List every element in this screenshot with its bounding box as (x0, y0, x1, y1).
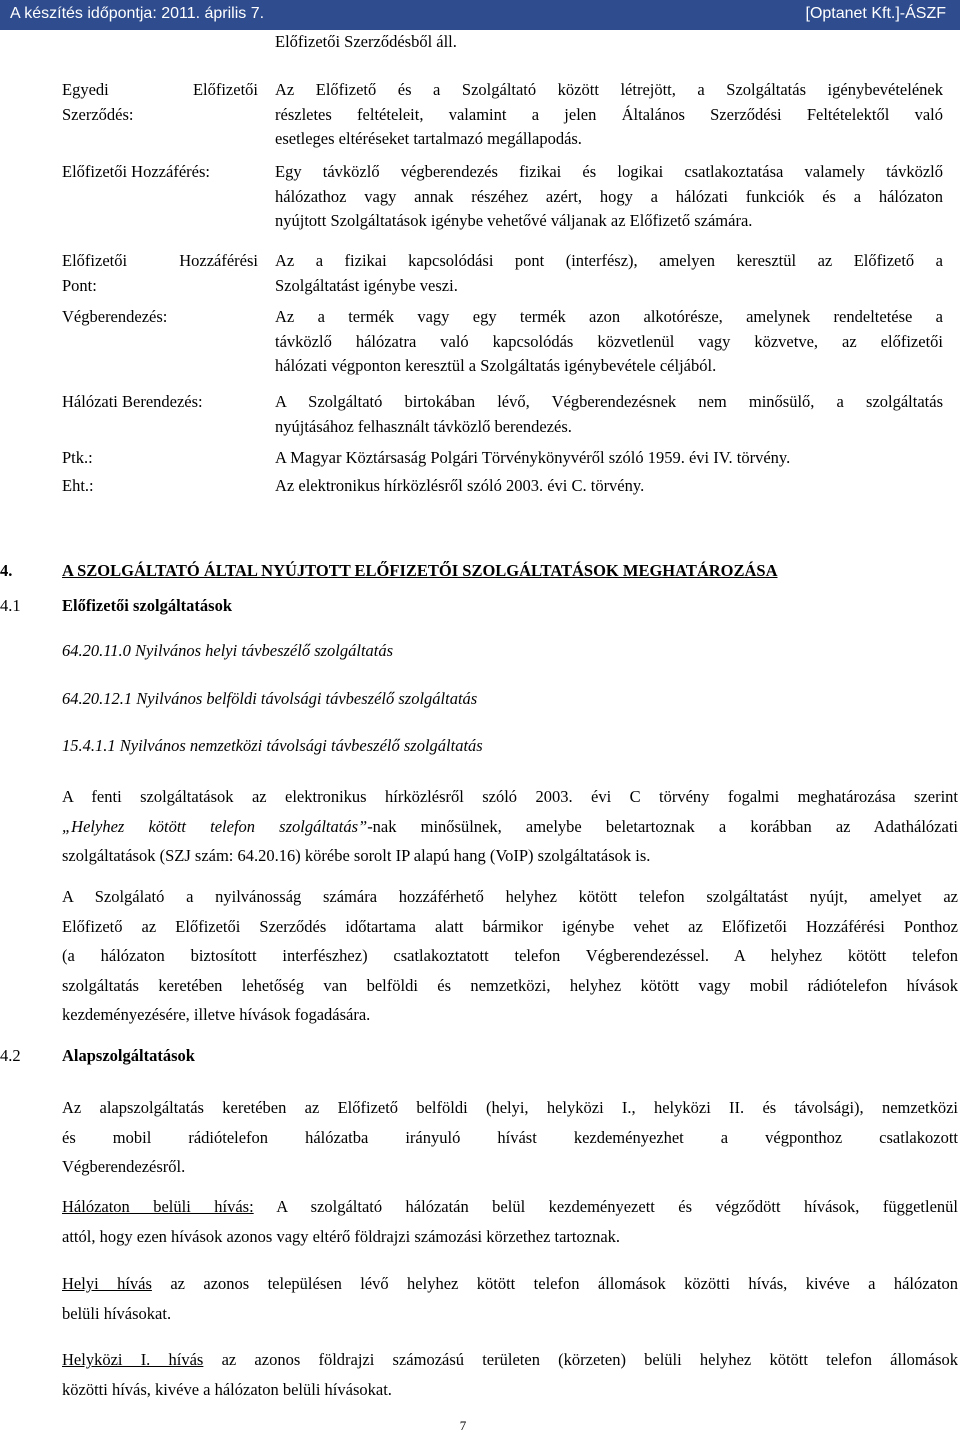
creation-date: A készítés időpontja: 2011. április 7. (10, 5, 265, 22)
definition-text: Az a termék vagy egy termék azon alkotórésze, amelynek rendeltetése a távközlő hálózatra való kapcsolódás közvetlenül vagy közvetve, az előfizetői hálózati végponton keresztül a Szolgáltatás igénybevétele céljából. (275, 307, 943, 375)
paragraph-intercity-call: Helyközi I. hívás az azonos földrajzi számozású területen (körzeten) belüli helyhez kötött telefon állomások közötti hívás, kivéve a hálózaton belüli hívásokat. (62, 1350, 958, 1399)
term-helyi-hivas: Helyi hívás (62, 1274, 152, 1293)
section-number: 4.1 (0, 596, 21, 615)
section-number: 4.2 (0, 1046, 21, 1065)
term-halozaton-beluli: Hálózaton belüli hívás: (62, 1197, 254, 1216)
service-item: 64.20.12.1 Nyilvános belföldi távolsági távbeszélő szolgáltatás (62, 689, 478, 708)
definition-term: Végberendezés: (62, 307, 168, 326)
paragraph-service-description: A Szolgálató a nyilvánosság számára hozzáférhető helyhez kötött telefon szolgáltatást nyújt, amelyet az Előfizető az Előfizetői Szerződés időtartama alatt bármikor igénybe vehet az Előfizetői Hozzáférési Ponthoz (a hálózaton biztosított interfészhez) csatlakoztatott telefon Végberendezéssel. A helyhez kötött telefon szolgáltatás keretében lehetőség van belföldi és nemzetközi, helyhez kötött vagy mobil rádiótelefon hívások kezdeményezésére, illetve hívások fogadására. (62, 887, 958, 1024)
company-tag: [Optanet Kft.]-ÁSZF (805, 5, 946, 22)
definition-term: Előfizetői Hozzáférés: (62, 162, 210, 181)
definition-term: Hálózati Berendezés: (62, 392, 203, 411)
term-helykozi-hivas: Helyközi I. hívás (62, 1350, 204, 1369)
definition-term: Egyedi Előfizetői Szerződés: (62, 80, 258, 124)
section-title: Alapszolgáltatások (62, 1046, 195, 1065)
section-title: Előfizetői szolgáltatások (62, 596, 233, 615)
definition-term: Ptk.: (62, 448, 93, 467)
section-title: A SZOLGÁLTATÓ ÁLTAL NYÚJTOTT ELŐFIZETŐI SZOLGÁLTATÁSOK MEGHATÁROZÁSA (62, 561, 778, 580)
definition-text: Egy távközlő végberendezés fizikai és logikai csatlakoztatása valamely távközlő hálózathoz vagy annak részéhez azért, hogy a hálózati funkciók és a hálózaton nyújtott Szolgáltatások igénybe vehetővé váljanak az Előfizető számára. (275, 162, 943, 230)
paragraph-network-internal-call: Hálózaton belüli hívás: A szolgáltató hálózatán belül kezdeményezett és végződött hívások, függetlenül attól, hogy ezen hívások azonos vagy eltérő földrajzi számozási körzethez tartoznak. (62, 1197, 959, 1246)
definition-text: Az Előfizető és a Szolgáltató között létrejött, a Szolgáltatás igénybevételének részletes feltételeit, valamint a jelen Általános Szerződési Feltételektől való esetleges eltéréseket tartalmazó megállapodás. (275, 80, 943, 148)
definition-term: Előfizetői Hozzáférési Pont: (62, 251, 258, 295)
definition-term: Eht.: (62, 476, 94, 495)
definition-text: A Magyar Köztársaság Polgári Törvénykönyvéről szóló 1959. évi IV. törvény. (275, 448, 791, 467)
paragraph-local-call: Helyi hívás az azonos településen lévő helyhez kötött telefon állomások közötti hívás, kivéve a hálózaton belüli hívásokat. (62, 1274, 958, 1323)
document-header (0, 0, 960, 30)
definition-text: A Szolgáltató birtokában lévő, Végberendezésnek nem minősülő, a szolgáltatás nyújtásához felhasznált távközlő berendezés. (275, 392, 943, 436)
service-item: 15.4.1.1 Nyilvános nemzetközi távolsági távbeszélő szolgáltatás (62, 736, 483, 755)
definition-continuation: Előfizetői Szerződésből áll. (275, 32, 457, 51)
definition-text: Az a fizikai kapcsolódási pont (interfész), amelyen keresztül az Előfizető a Szolgáltatást igénybe veszi. (275, 251, 943, 295)
service-item: 64.20.11.0 Nyilvános helyi távbeszélő szolgáltatás (62, 641, 394, 660)
paragraph-services-definition: A fenti szolgáltatások az elektronikus hírközlésről szóló 2003. évi C törvény fogalmi meghatározása szerint „Helyhez kötött telefon szolgáltatás”-nak minősülnek, amelybe beletartoznak a korábban az Adathálózati szolgáltatások (SZJ szám: 64.20.16) körébe sorolt IP alapú hang (VoIP) szolgáltatások is. (62, 787, 958, 865)
definition-text: Az elektronikus hírközlésről szóló 2003. évi C. törvény. (275, 476, 645, 495)
page-number: 7 (459, 1418, 467, 1433)
paragraph-basic-services: Az alapszolgáltatás keretében az Előfizető belföldi (helyi, helyközi I., helyközi II. és távolsági), nemzetközi és mobil rádiótelefon hálózatba irányuló hívást kezdeményezhet a végponthoz csatlakozott Végberendezésről. (62, 1098, 958, 1176)
section-number: 4. (0, 561, 13, 580)
